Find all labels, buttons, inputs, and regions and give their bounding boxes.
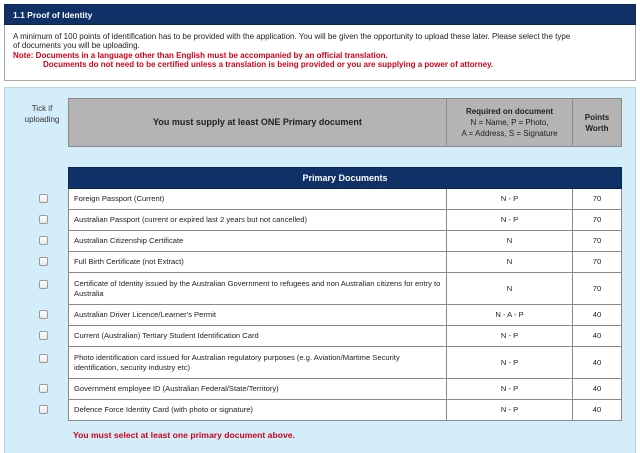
validation-error: You must select at least one primary document above. [73,430,295,440]
document-name: Foreign Passport (Current) [68,189,447,210]
table-row [0,252,640,273]
tick-column-header [20,103,64,125]
document-required-fields: N - A - P [446,305,573,326]
document-points: 70 [572,252,622,273]
upload-checkbox[interactable] [39,354,48,363]
document-required-fields: N - P [446,347,573,379]
document-name: Full Birth Certificate (not Extract) [68,252,447,273]
document-name: Australian Driver Licence/Learner's Permit [68,305,447,326]
document-points: 40 [572,400,622,421]
tick-header-line-2: uploading [24,115,60,124]
required-header-legend-1: N = Name, P = Photo, [470,118,549,127]
points-header-line-1: Points [584,112,610,122]
document-points: 70 [572,189,622,210]
upload-checkbox[interactable] [39,384,48,393]
document-required-fields: N [446,252,573,273]
required-header-title: Required on document [465,107,554,116]
document-points: 40 [572,379,622,400]
intro-text [4,25,636,81]
document-name: Australian Citizenship Certificate [68,231,447,252]
upload-checkbox[interactable] [39,215,48,224]
document-points: 70 [572,231,622,252]
tick-header-line-1: Tick if [31,104,53,113]
document-required-fields: N [446,273,573,305]
document-points: 40 [572,305,622,326]
required-header-legend-2: A = Address, S = Signature [461,129,558,138]
table-row [0,210,640,231]
certification-note: Documents do not need to be certified unless a translation is being provided or you are supplying a power of attorney. [43,59,494,69]
upload-checkbox[interactable] [39,194,48,203]
document-points: 40 [572,347,622,379]
document-name: Photo identification card issued for Australian regulatory purposes (e.g. Aviation/Martime Security identification, security industry etc) [68,347,447,379]
upload-checkbox[interactable] [39,257,48,266]
intro-line-1: A minimum of 100 points of identification has to be provided with the application. You will be given the opportunity to upload these later. Please select the type [13,32,571,41]
document-required-fields: N - P [446,400,573,421]
table-row [0,326,640,347]
document-name: Current (Australian) Tertiary Student Identification Card [68,326,447,347]
table-row [0,305,640,326]
document-required-fields: N - P [446,189,573,210]
upload-checkbox[interactable] [39,236,48,245]
table-row [0,400,640,421]
document-name: Government employee ID (Australian Federal/State/Territory) [68,379,447,400]
document-required-fields: N - P [446,326,573,347]
document-points: 70 [572,273,622,305]
primary-requirement-header: You must supply at least ONE Primary document [68,98,447,147]
upload-checkbox[interactable] [39,310,48,319]
document-required-fields: N [446,231,573,252]
table-row [0,273,640,305]
table-row [0,231,640,252]
translation-note: Note: Documents in a language other than English must be accompanied by an official translation. [13,50,388,60]
table-row [0,379,640,400]
document-name: Defence Force Identity Card (with photo or signature) [68,400,447,421]
document-required-fields: N - P [446,210,573,231]
document-name: Australian Passport (current or expired last 2 years but not cancelled) [68,210,447,231]
points-header-line-2: Worth [585,123,609,133]
document-required-fields: N - P [446,379,573,400]
upload-checkbox[interactable] [39,280,48,289]
document-name: Certificate of Identity issued by the Australian Government to refugees and non Australian citizens for entry to Australia [68,273,447,305]
section-title: 1.1 Proof of Identity [4,4,636,25]
intro-line-2: of documents you will be uploading. [13,41,140,51]
points-column-header [572,98,622,147]
document-points: 40 [572,326,622,347]
upload-checkbox[interactable] [39,405,48,414]
primary-documents-title: Primary Documents [68,167,622,189]
document-points: 70 [572,210,622,231]
upload-checkbox[interactable] [39,331,48,340]
required-column-header [446,98,573,147]
table-row [0,347,640,379]
table-row [0,189,640,210]
